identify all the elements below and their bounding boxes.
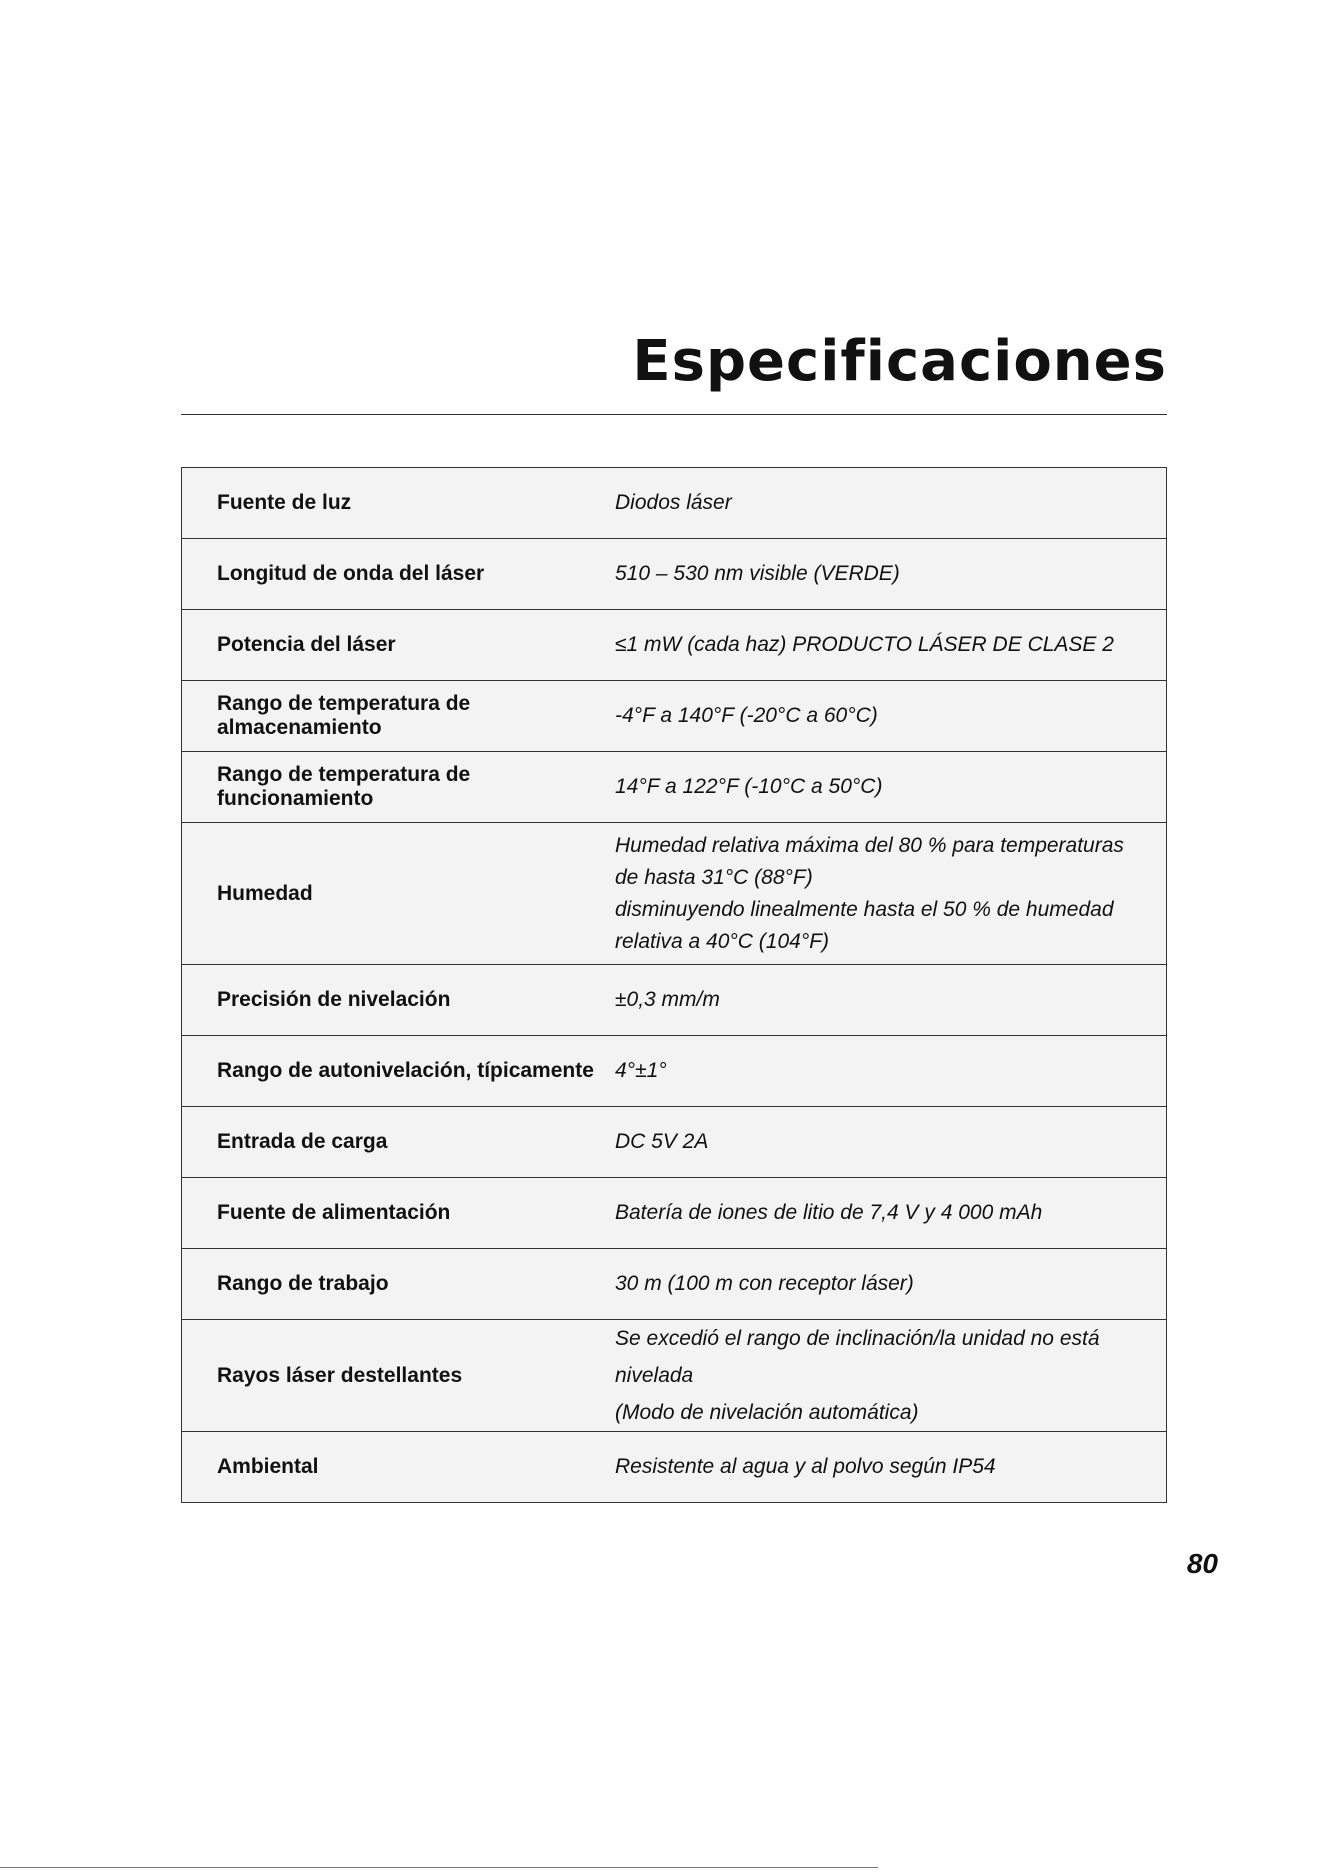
- spec-row-self-leveling-range: [182, 1036, 1167, 1107]
- spec-value: Batería de iones de litio de 7,4 V y 4 000 mAh: [615, 1201, 1043, 1225]
- page-title: Especificaciones: [632, 329, 1167, 394]
- spec-value-line: Humedad relativa máxima del 80 % para temperaturas: [615, 833, 1124, 857]
- spec-value: 510 – 530 nm visible (VERDE): [615, 562, 900, 586]
- spec-row-working-range: [182, 1249, 1167, 1320]
- spec-label: Ambiental: [217, 1455, 319, 1478]
- spec-label: Rango de autonivelación, típicamente: [217, 1059, 594, 1082]
- spec-label: Precisión de nivelación: [217, 988, 451, 1011]
- spec-label: Entrada de carga: [217, 1130, 388, 1153]
- spec-value: DC 5V 2A: [615, 1130, 709, 1154]
- spec-row-leveling-accuracy: [182, 965, 1167, 1036]
- spec-row-flashing-beams: [182, 1320, 1167, 1432]
- spec-label: Rango de temperatura de funcionamiento: [217, 763, 471, 810]
- spec-row-power-source: [182, 1178, 1167, 1249]
- spec-value-line: de hasta 31°C (88°F): [615, 865, 813, 889]
- spec-label: Potencia del láser: [217, 633, 396, 656]
- spec-row-environmental: [182, 1432, 1167, 1503]
- title-divider: [181, 414, 1167, 415]
- page-number: 80: [1186, 1548, 1218, 1579]
- specifications-table: [181, 467, 1167, 1503]
- spec-label: Longitud de onda del láser: [217, 562, 485, 585]
- spec-value: ±0,3 mm/m: [615, 988, 720, 1012]
- spec-value: 30 m (100 m con receptor láser): [615, 1272, 914, 1296]
- spec-label: Fuente de alimentación: [217, 1201, 451, 1224]
- footer-divider: [0, 1867, 878, 1868]
- spec-row-storage-temp: [182, 681, 1167, 752]
- spec-value: ≤1 mW (cada haz) PRODUCTO LÁSER DE CLASE 2: [615, 633, 1114, 657]
- spec-row-laser-power: [182, 610, 1167, 681]
- spec-value-line: Se excedió el rango de inclinación/la unidad no está nivelada: [615, 1327, 1100, 1387]
- spec-value-line: disminuyendo linealmente hasta el 50 % de humedad: [615, 897, 1114, 921]
- spec-label: Fuente de luz: [217, 491, 352, 514]
- spec-value-line: relativa a 40°C (104°F): [615, 929, 830, 953]
- spec-row-operating-temp: [182, 752, 1167, 823]
- spec-value: Diodos láser: [615, 491, 732, 515]
- spec-label: Rango de trabajo: [217, 1272, 389, 1295]
- spec-value: Resistente al agua y al polvo según IP54: [615, 1455, 996, 1479]
- spec-value-line: (Modo de nivelación automática): [615, 1401, 919, 1424]
- spec-value: [615, 1320, 1167, 1432]
- spec-row-light-source: [182, 468, 1167, 539]
- spec-label: Humedad: [217, 881, 313, 905]
- spec-value: 4°±1°: [615, 1059, 667, 1083]
- spec-row-humidity: [182, 823, 1167, 965]
- spec-row-charging-input: [182, 1107, 1167, 1178]
- spec-label: Rango de temperatura de almacenamiento: [217, 692, 471, 739]
- spec-row-wavelength: [182, 539, 1167, 610]
- spec-value: -4°F a 140°F (-20°C a 60°C): [615, 704, 878, 728]
- spec-value: [615, 823, 1167, 965]
- spec-label: Rayos láser destellantes: [217, 1363, 463, 1387]
- spec-value: 14°F a 122°F (-10°C a 50°C): [615, 775, 883, 799]
